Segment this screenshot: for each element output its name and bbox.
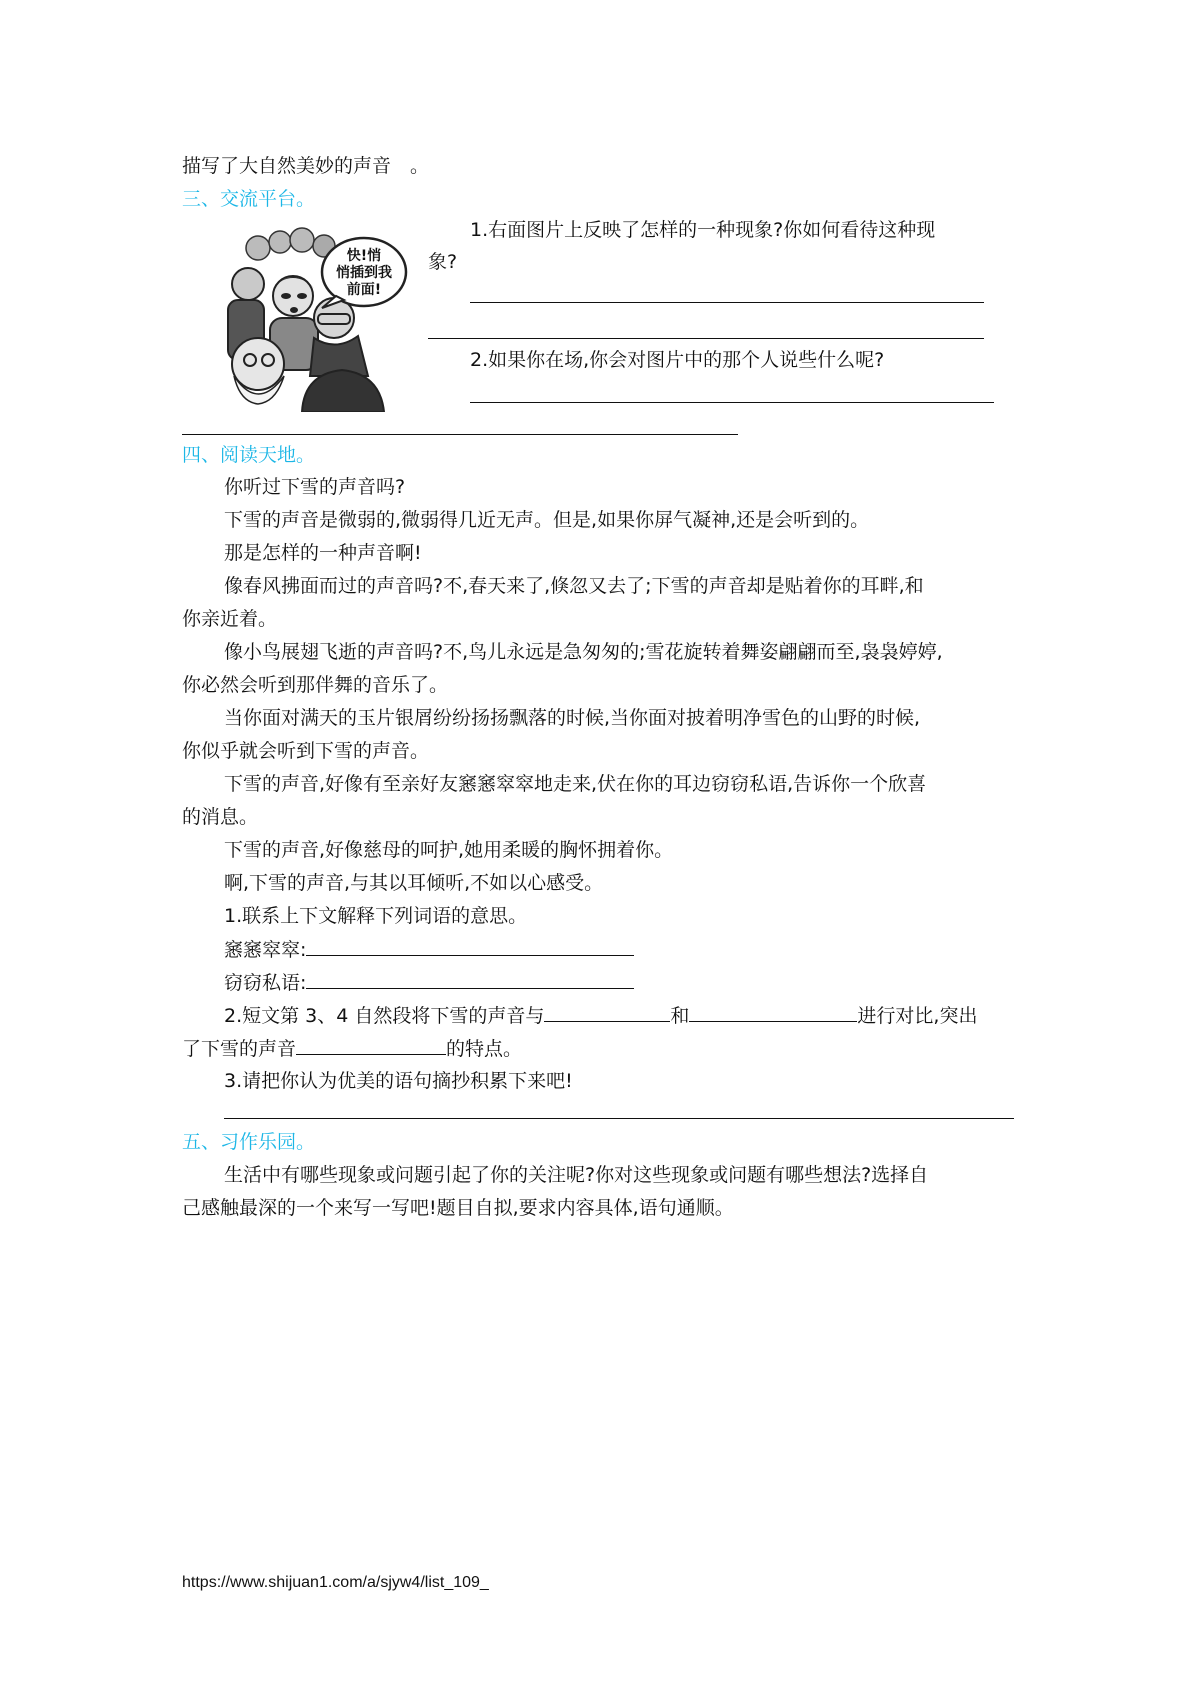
section4-heading: 四、阅读天地。 <box>182 444 316 466</box>
q2-blank-1[interactable] <box>544 1003 670 1022</box>
section4-q1: 1.联系上下文解释下列词语的意思。 <box>224 905 528 927</box>
word2-label: 窃窃私语: <box>224 972 307 994</box>
speech-bubble-line-3: 前面! <box>346 282 382 298</box>
answer-line[interactable] <box>470 402 994 403</box>
section4-q2-row2 <box>182 1036 522 1061</box>
passage-paragraph: 当你面对满天的玉片银屑纷纷扬扬飘落的时候,当你面对披着明净雪色的山野的时候, <box>224 707 921 729</box>
q2-text-c: 进行对比,突出 <box>857 1005 978 1027</box>
word1-answer-blank[interactable] <box>306 937 634 956</box>
section3-heading: 三、交流平台。 <box>182 188 316 210</box>
section4-word2-row <box>224 970 634 995</box>
word2-answer-blank[interactable] <box>306 970 634 989</box>
answer-line[interactable] <box>428 338 984 339</box>
footer-url[interactable]: https://www.shijuan1.com/a/sjyw4/list_109_ <box>182 1574 489 1591</box>
passage-paragraph: 下雪的声音是微弱的,微弱得几近无声。但是,如果你屏气凝神,还是会听到的。 <box>224 509 870 531</box>
passage-paragraph: 像春风拂面而过的声音吗?不,春天来了,倏忽又去了;下雪的声音却是贴着你的耳畔,和 <box>224 575 924 597</box>
word1-label: 窸窸窣窣: <box>224 939 307 961</box>
answer-line[interactable] <box>470 302 984 303</box>
section3-q1-line2: 象? <box>428 251 458 273</box>
section4-q2-row1 <box>224 1003 977 1028</box>
passage-paragraph: 下雪的声音,好像慈母的呵护,她用柔暖的胸怀拥着你。 <box>224 839 674 861</box>
q2-blank-3[interactable] <box>296 1036 446 1055</box>
passage-paragraph: 你听过下雪的声音吗? <box>224 476 406 498</box>
answer-line[interactable] <box>182 434 738 435</box>
q2-blank-2[interactable] <box>689 1003 857 1022</box>
passage-paragraph: 你必然会听到那伴舞的音乐了。 <box>182 674 449 696</box>
section5-heading: 五、习作乐园。 <box>182 1131 316 1153</box>
section4-word1-row <box>224 937 634 962</box>
section5-prompt-line1: 生活中有哪些现象或问题引起了你的关注呢?你对这些现象或问题有哪些想法?选择自 <box>224 1164 929 1186</box>
section4-q3: 3.请把你认为优美的语句摘抄积累下来吧! <box>224 1070 573 1092</box>
q2-text-a: 2.短文第 3、4 自然段将下雪的声音与 <box>224 1005 545 1027</box>
passage-paragraph: 像小鸟展翅飞逝的声音吗?不,鸟儿永远是急匆匆的;雪花旋转着舞姿翩翩而至,袅袅婷婷, <box>224 641 943 663</box>
answer-line[interactable] <box>224 1118 1014 1119</box>
intro-tail: 描写了大自然美妙的声音 。 <box>182 155 430 177</box>
speech-bubble-line-2: 悄插到我 <box>336 265 392 281</box>
passage-paragraph: 的消息。 <box>182 806 259 828</box>
section5-prompt-line2: 己感触最深的一个来写一写吧!题目自拟,要求内容具体,语句通顺。 <box>182 1197 734 1219</box>
passage-paragraph: 下雪的声音,好像有至亲好友窸窸窣窣地走来,伏在你的耳边窃窃私语,告诉你一个欣喜 <box>224 773 927 795</box>
section3-q1-line1: 1.右面图片上反映了怎样的一种现象?你如何看待这种现 <box>470 219 936 241</box>
q2-text-e: 的特点。 <box>446 1038 523 1060</box>
section3-q2: 2.如果你在场,你会对图片中的那个人说些什么呢? <box>470 349 885 371</box>
passage-paragraph: 啊,下雪的声音,与其以耳倾听,不如以心感受。 <box>224 872 604 894</box>
q2-text-d: 了下雪的声音 <box>182 1038 297 1060</box>
cartoon-queue-jumping-image <box>218 226 410 412</box>
passage-paragraph: 你似乎就会听到下雪的声音。 <box>182 740 430 762</box>
q2-text-b: 和 <box>670 1005 690 1027</box>
passage-paragraph: 那是怎样的一种声音啊! <box>224 542 422 564</box>
speech-bubble-line-1: 快!悄 <box>346 248 382 264</box>
passage-paragraph: 你亲近着。 <box>182 608 278 630</box>
